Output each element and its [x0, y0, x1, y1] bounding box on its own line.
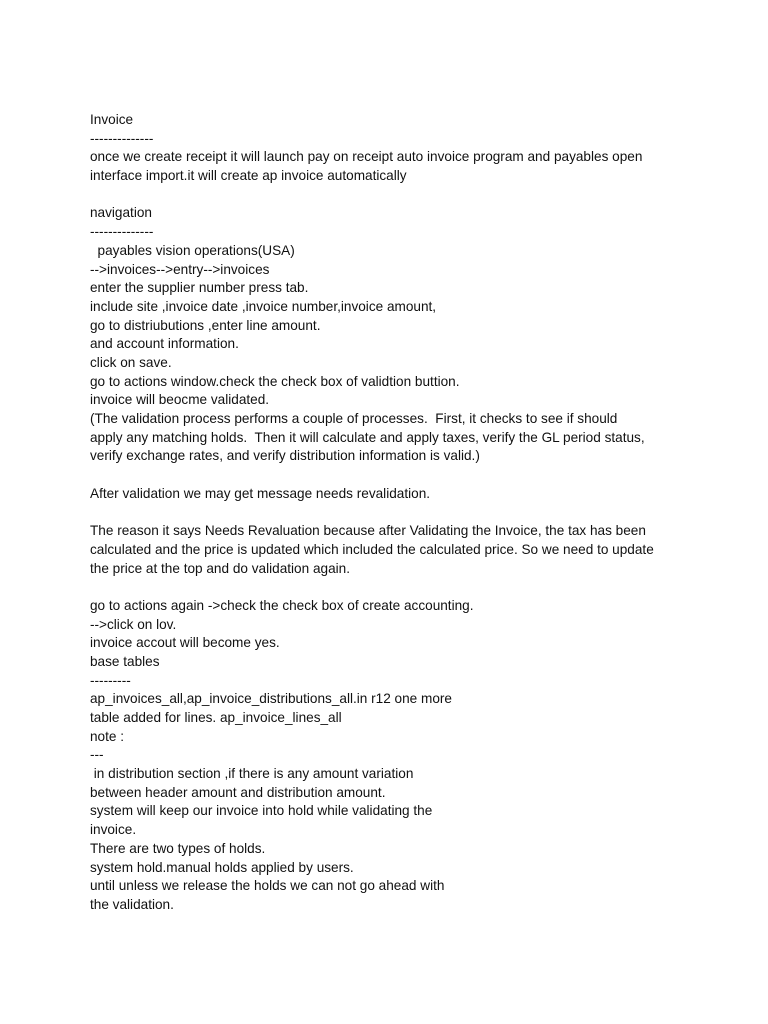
text-line: enter the supplier number press tab. — [90, 280, 309, 296]
text-line: verify exchange rates, and verify distribution information is valid.) — [90, 448, 480, 464]
text-line: go to actions window.check the check box of validtion buttion. — [90, 373, 460, 389]
text-line: payables vision operations(USA) — [90, 242, 295, 258]
text-line: invoice. — [90, 822, 137, 838]
divider: --------- — [90, 672, 131, 688]
blank-line — [90, 466, 710, 485]
text-line: calculated and the price is updated which included the calculated price. So we need to update — [90, 541, 654, 557]
text-line: once we create receipt it will launch pay on receipt auto invoice program and payables open — [90, 149, 643, 165]
text-line: (The validation process performs a couple of processes. First, it checks to see if should — [90, 411, 618, 426]
text-line: system hold.manual holds applied by users. — [90, 859, 354, 875]
blank-line — [90, 503, 710, 522]
text-line: the validation. — [90, 896, 174, 912]
text-line: apply any matching holds. Then it will calculate and apply taxes, verify the GL period status, — [90, 429, 645, 445]
blank-line — [90, 186, 710, 205]
text-line: include site ,invoice date ,invoice number,invoice amount, — [90, 298, 437, 314]
text-line: invoice will beocme validated. — [90, 392, 270, 408]
text-line: table added for lines. ap_invoice_lines_all — [90, 710, 342, 725]
text-line: -->invoices-->entry-->invoices — [90, 261, 270, 277]
text-line: system will keep our invoice into hold while validating the — [90, 803, 433, 819]
divider: -------------- — [90, 130, 154, 146]
blank-line — [90, 578, 710, 597]
divider: --- — [90, 747, 104, 763]
text-line: click on save. — [90, 354, 172, 370]
text-line: go to distriubutions ,enter line amount. — [90, 317, 321, 333]
text-line: -->click on lov. — [90, 616, 177, 632]
text-line: the price at the top and do validation again. — [90, 560, 350, 576]
text-line: invoice accout will become yes. — [90, 635, 280, 651]
text-line: until unless we release the holds we can not go ahead with — [90, 878, 445, 894]
text-line: interface import.it will create ap invoice automatically — [90, 168, 407, 184]
text-line: There are two types of holds. — [90, 840, 266, 856]
text-line: go to actions again ->check the check box of create accounting. — [90, 597, 474, 613]
text-line: in distribution section ,if there is any amount variation — [90, 766, 414, 782]
text-line: and account information. — [90, 336, 239, 352]
text-line: between header amount and distribution amount. — [90, 784, 386, 800]
heading-invoice: Invoice — [90, 112, 134, 127]
text-line: ap_invoices_all,ap_invoice_distributions_all.in r12 one more — [90, 691, 452, 707]
text-line: After validation we may get message needs revalidation. — [90, 485, 431, 501]
document-page — [90, 111, 710, 915]
heading-navigation: navigation — [90, 205, 152, 221]
heading-note: note : — [90, 728, 125, 744]
text-line: The reason it says Needs Revaluation because after Validating the Invoice, the tax has been — [90, 523, 646, 539]
divider: -------------- — [90, 224, 154, 240]
heading-base-tables: base tables — [90, 653, 160, 669]
